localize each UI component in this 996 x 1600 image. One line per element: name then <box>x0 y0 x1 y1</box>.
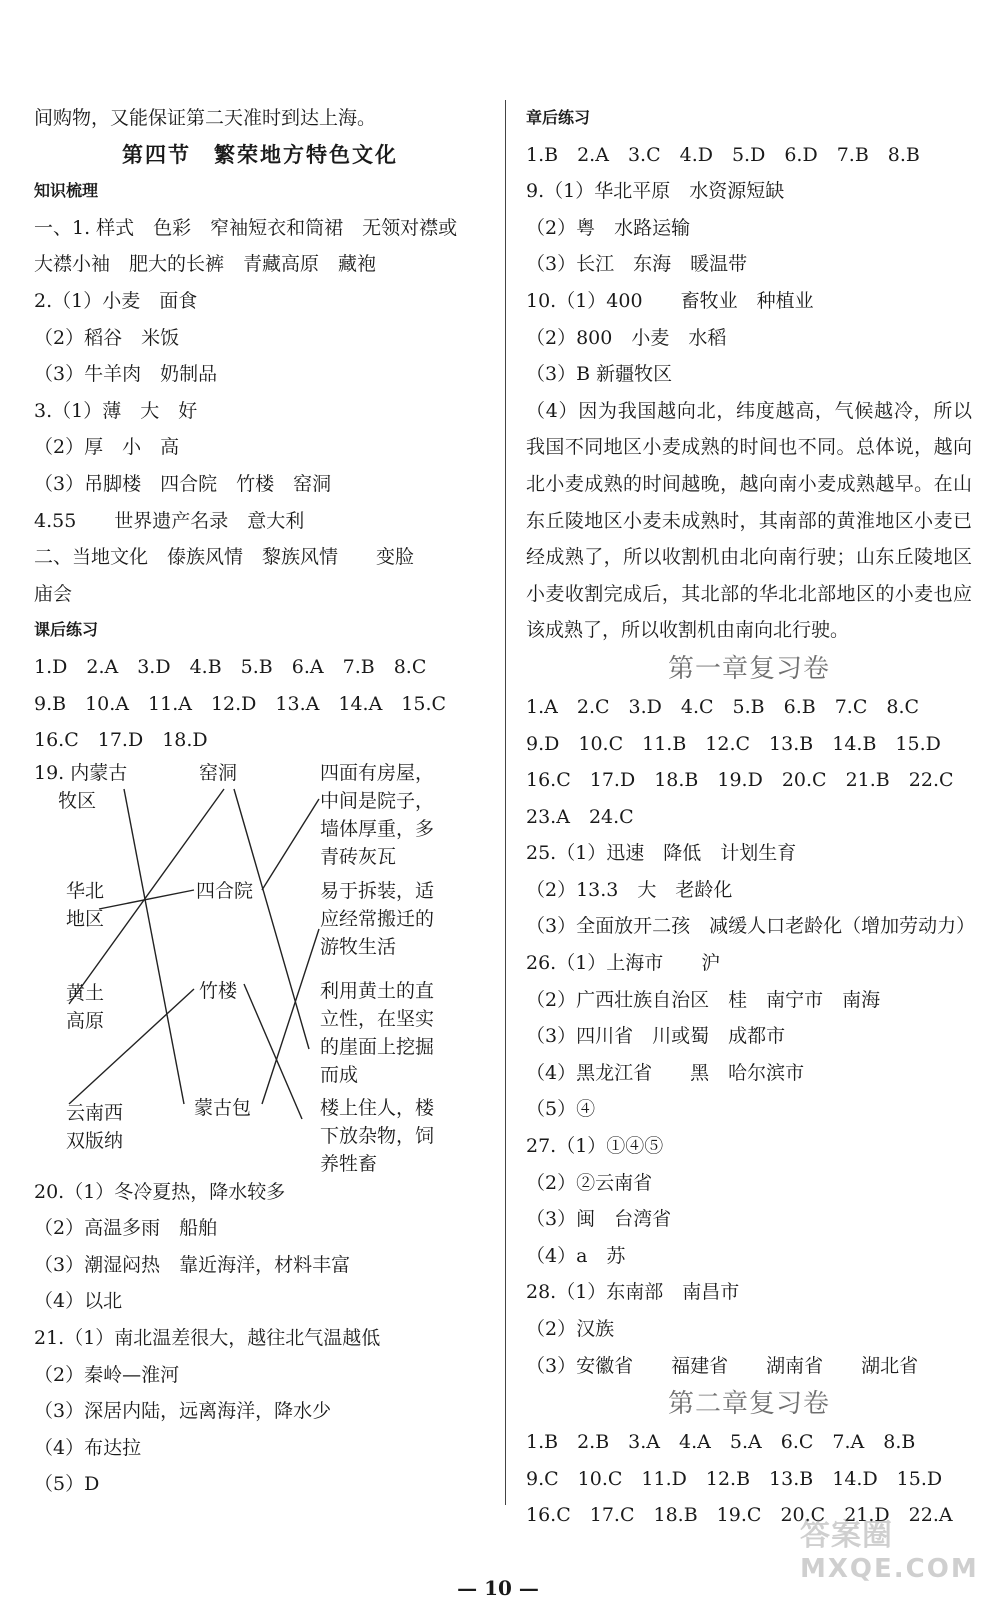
chapter-practice-heading: 章后练习 <box>526 108 591 127</box>
answer-line: （3）B 新疆牧区 <box>526 363 673 386</box>
answer-line: 9.D 10.C 11.B 12.C 13.B 14.B 15.D <box>526 732 941 755</box>
answer-line: 1.A 2.C 3.D 4.C 5.B 6.B 7.C 8.C <box>526 695 920 718</box>
right-column <box>526 100 976 1534</box>
answer-line: （2）高温多雨 船舶 <box>34 1217 218 1240</box>
answer-line: 16.C 17.D 18.D <box>34 729 208 752</box>
answer-line: （2）广西壮族自治区 桂 南宁市 南海 <box>526 988 881 1011</box>
answer-line: （3）吊脚楼 四合院 竹楼 窑洞 <box>34 472 332 495</box>
answer-line: 二、当地文化 傣族风情 黎族风情 变脸 <box>34 546 415 569</box>
answer-line: （4）黑龙江省 黑 哈尔滨市 <box>526 1061 805 1084</box>
match-line <box>234 789 309 1049</box>
answer-paragraph: （4）因为我国越向北，纬度越高，气候越冷，所以我国不同地区小麦成熟的时间也不同。总体说，越向北小麦成熟的时间越晚，越向南小麦成熟越早。在山东丘陵地区小麦未成熟时，其南部的黄淮地区小麦已经成熟了，所以收割机由北向南行驶；山东丘陵地区小麦收割完成后，其北部的华北北部地区的小麦也应该成熟了，所以收割机由南向北行驶。 <box>526 399 972 642</box>
answer-line: （4）a 苏 <box>526 1244 626 1267</box>
match-line <box>262 929 319 1104</box>
answer-line: 1.D 2.A 3.D 4.B 5.B 6.A 7.B 8.C <box>34 655 427 678</box>
answer-line: （3）闽 台湾省 <box>526 1208 672 1231</box>
match-feature-yurt: 易于拆装，适 应经常搬迁的 游牧生活 <box>320 879 435 958</box>
answer-line: （2）厚 小 高 <box>34 436 180 459</box>
answer-line: （3）四川省 川或蜀 成都市 <box>526 1025 786 1048</box>
match-feature-yaodong: 利用黄土的直 立性，在坚实 的崖面上挖掘 而成 <box>320 979 435 1086</box>
answer-line: 9.C 10.C 11.D 12.B 13.B 14.D 15.D <box>526 1467 943 1490</box>
answer-line: 10.（1）400 畜牧业 种植业 <box>526 289 814 312</box>
watermark-logo <box>800 1510 979 1590</box>
practice-heading: 课后练习 <box>34 620 99 640</box>
match-feature-bamboo: 楼上住人，楼 下放杂物，饲 养牲畜 <box>320 1096 435 1175</box>
answer-line: （3）长江 东海 暖温带 <box>526 253 748 276</box>
answer-line: （2）稻谷 米饭 <box>34 326 180 349</box>
chapter-1-review-title: 第一章复习卷 <box>667 653 830 684</box>
answer-line: 16.C 17.C 18.B 19.C 20.C 21.D 22.A <box>526 1504 953 1527</box>
match-house-siheyuan: 四合院 <box>196 879 254 902</box>
answer-line: 9.（1）华北平原 水资源短缺 <box>526 180 785 203</box>
answer-line: 23.A 24.C <box>526 805 634 828</box>
answer-line: （3）安徽省 福建省 湖南省 湖北省 <box>526 1354 919 1377</box>
knowledge-heading: 知识梳理 <box>34 181 99 201</box>
answer-line: （3）潮湿闷热 靠近海洋，材料丰富 <box>34 1253 351 1276</box>
answer-line: 9.B 10.A 11.A 12.D 13.A 14.A 15.C <box>34 692 447 715</box>
column-divider <box>505 100 506 1505</box>
match-house-bamboo: 竹楼 <box>199 979 238 1002</box>
answer-line: 21.（1）南北温差很大，越往北气温越低 <box>34 1327 381 1350</box>
answer-line: 2.（1）小麦 面食 <box>34 289 198 312</box>
answer-line: （5）D <box>34 1473 100 1496</box>
match-region-north-china: 华北 地区 <box>66 879 105 930</box>
answer-line: 4.55 世界遗产名录 意大利 <box>34 509 305 532</box>
match-region-loess-plateau: 黄土 高原 <box>66 981 105 1032</box>
match-line <box>262 799 319 890</box>
answer-line: 一、1. 样式 色彩 窄袖短衣和筒裙 无领对襟或 <box>34 216 458 239</box>
answer-line: （2）②云南省 <box>526 1171 653 1194</box>
answer-line: （2）秦岭—淮河 <box>34 1363 180 1386</box>
answer-line: 庙会 <box>34 582 73 605</box>
answer-line: （2）汉族 <box>526 1318 615 1340</box>
intro-line: 间购物，又能保证第二天准时到达上海。 <box>34 107 377 129</box>
match-line <box>124 789 184 1104</box>
answer-line: 3.（1）薄 大 好 <box>34 399 198 422</box>
answer-line: （3）牛羊肉 奶制品 <box>34 363 218 386</box>
answer-line: 26.（1）上海市 沪 <box>526 952 721 975</box>
answer-line: 大襟小袖 肥大的长裤 青藏高原 藏袍 <box>34 253 377 276</box>
answer-line: 27.（1）①④⑤ <box>526 1135 664 1158</box>
match-feature-siheyuan: 四面有房屋， 中间是院子， 墙体厚重，多 青砖灰瓦 <box>320 761 435 868</box>
matching-diagram <box>34 759 486 1174</box>
match-house-yurt: 蒙古包 <box>194 1096 252 1119</box>
answer-line: 16.C 17.D 18.B 19.D 20.C 21.B 22.C <box>526 769 954 792</box>
answer-line: 1.B 2.B 3.A 4.A 5.A 6.C 7.A 8.B <box>526 1431 916 1454</box>
section-title: 第四节 繁荣地方特色文化 <box>122 141 398 167</box>
page-number: — 10 — <box>457 1576 539 1600</box>
answer-line: （4）布达拉 <box>34 1436 142 1459</box>
match-line <box>244 984 302 1119</box>
match-region-inner-mongolia: 19. 内蒙古 牧区 <box>34 761 128 812</box>
answer-line: 1.B 2.A 3.C 4.D 5.D 6.D 7.B 8.B <box>526 143 920 166</box>
answer-line: 25.（1）迅速 降低 计划生育 <box>526 842 797 865</box>
answer-line: （2）800 小麦 水稻 <box>526 326 727 349</box>
answer-line: （5）④ <box>526 1098 596 1121</box>
answer-line: （2）13.3 大 老龄化 <box>526 878 733 901</box>
answer-line: （2）粤 水路运输 <box>526 216 691 239</box>
left-column <box>34 100 486 1503</box>
watermark-bottom-text: MXQE.COM <box>800 1554 979 1584</box>
match-house-yaodong: 窑洞 <box>199 761 238 784</box>
chapter-2-review-title: 第二章复习卷 <box>667 1389 830 1420</box>
answer-line: （3）深居内陆，远离海洋，降水少 <box>34 1400 332 1423</box>
answer-line: （4）以北 <box>34 1290 123 1313</box>
watermark-top-text: 答案圈 <box>800 1518 893 1553</box>
answer-line: 28.（1）东南部 南昌市 <box>526 1281 740 1304</box>
match-region-xishuangbanna: 云南西 双版纳 <box>66 1101 124 1152</box>
answer-line: （3）全面放开二孩 减缓人口老龄化（增加劳动力） <box>526 915 976 938</box>
answer-line: 20.（1）冬冷夏热，降水较多 <box>34 1180 286 1203</box>
